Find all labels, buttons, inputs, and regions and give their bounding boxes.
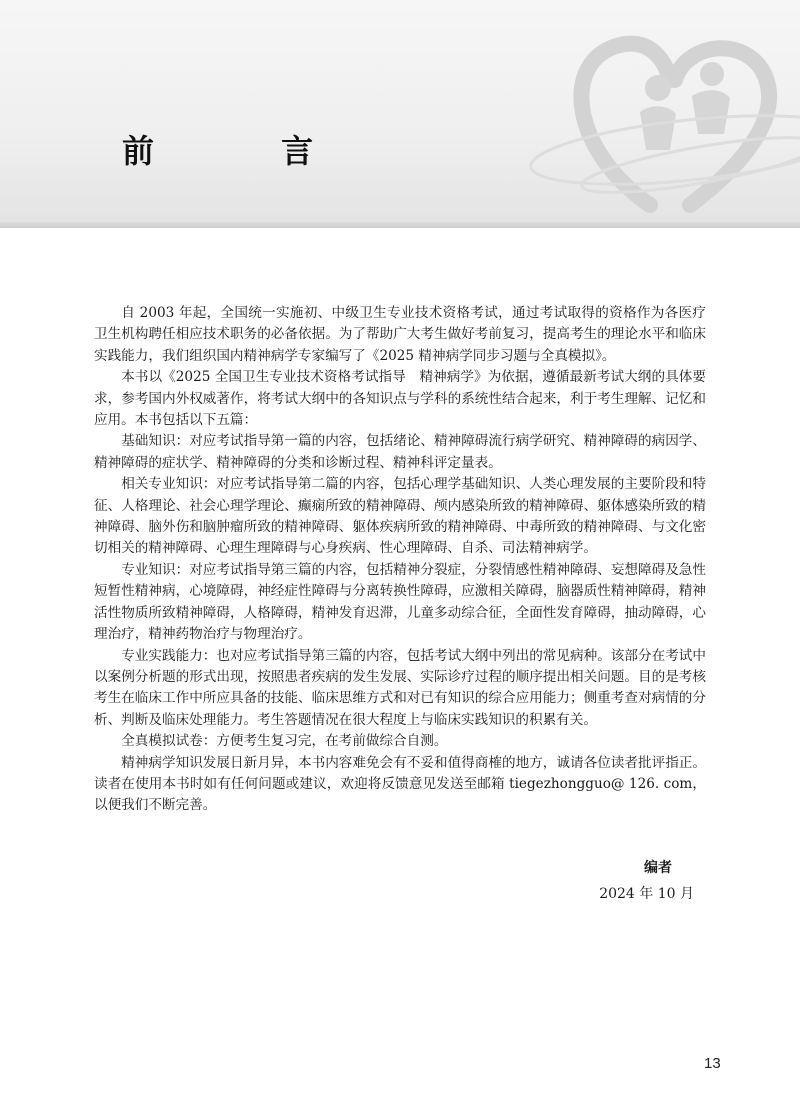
heart-figures-logo-icon [500, 0, 800, 228]
paragraph-practice-ability: 专业实践能力：也对应考试指导第三篇的内容，包括考试大纲中列出的常见病种。该部分在考试中以案例分析题的形式出现，按照患者疾病的发生发展、实际诊疗过程的顺序提出相关问题。目的是考核考生在临床工作中所应具备的技能、临床思维方式和对已有知识的综合应用能力；侧重考查对病情的分析、判断及临床处理能力。考生答题情况在很大程度上与临床实践知识的积累有关。 [94, 647, 706, 728]
paragraph-feedback: 精神病学知识发展日新月异，本书内容难免会有不妥和值得商榷的地方，诚请各位读者批评指正。读者在使用本书时如有任何问题或建议，欢迎将反馈意见发送至邮箱 tiegezhongguo@ 126. com，以便我们不断完善。 [94, 754, 706, 814]
signature-author: 编者 [644, 860, 672, 876]
paragraph-intro: 自 2003 年起，全国统一实施初、中级卫生专业技术资格考试，通过考试取得的资格作为各医疗卫生机构聘任相应技术职务的必备依据。为了帮助广大考生做好考前复习，提高考生的理论水平和临床实践能力，我们组织国内精神病学专家编写了《2025 精神病学同步习题与全真模拟》。 [94, 305, 706, 364]
signature-date: 2024 年 10 月 [599, 886, 694, 902]
paragraph-basic-knowledge: 基础知识：对应考试指导第一篇的内容，包括绪论、精神障碍流行病学研究、精神障碍的病因学、精神障碍的症状学、精神障碍的分类和诊断过程、精神科评定量表。 [94, 433, 706, 471]
paragraph-professional-knowledge: 专业知识：对应考试指导第三篇的内容，包括精神分裂症，分裂情感性精神障碍、妄想障碍及急性短暂性精神病，心境障碍，神经症性障碍与分离转换性障碍，应激相关障碍，脑器质性精神障碍，精神活性物质所致精神障碍，人格障碍，精神发育迟滞，儿童多动综合征，全面性发育障碍，抽动障碍，心理治疗，精神药物治疗与物理治疗。 [94, 561, 706, 643]
paragraph-basis: 本书以《2025 全国卫生专业技术资格考试指导 精神病学》为依据，遵循最新考试大纲的具体要求，参考国内外权威著作，将考试大纲中的各知识点与学科的系统性结合起来，利于考生理解、记忆和应用。本书包括以下五篇： [94, 369, 706, 429]
page-number: 13 [704, 1055, 721, 1072]
paragraph-mock-exam: 全真模拟试卷：方便考生复习完，在考前做综合自测。 [121, 733, 448, 750]
header-band [0, 0, 800, 228]
paragraph-related-knowledge: 相关专业知识：对应考试指导第二篇的内容，包括心理学基础知识、人类心理发展的主要阶段和特征、人格理论、社会心理学理论、癫痫所致的精神障碍、颅内感染所致的精神障碍、躯体感染所致的精神障碍、脑外伤和脑肿瘤所致的精神障碍、躯体疾病所致的精神障碍、中毒所致的精神障碍、与文化密切相关的精神障碍、心理生理障碍与心身疾病、性心理障碍、自杀、司法精神病学。 [94, 476, 706, 557]
signature-block [599, 855, 694, 907]
page-title: 前 言 [122, 132, 372, 170]
preface-body [94, 303, 706, 817]
header-divider [0, 222, 800, 228]
